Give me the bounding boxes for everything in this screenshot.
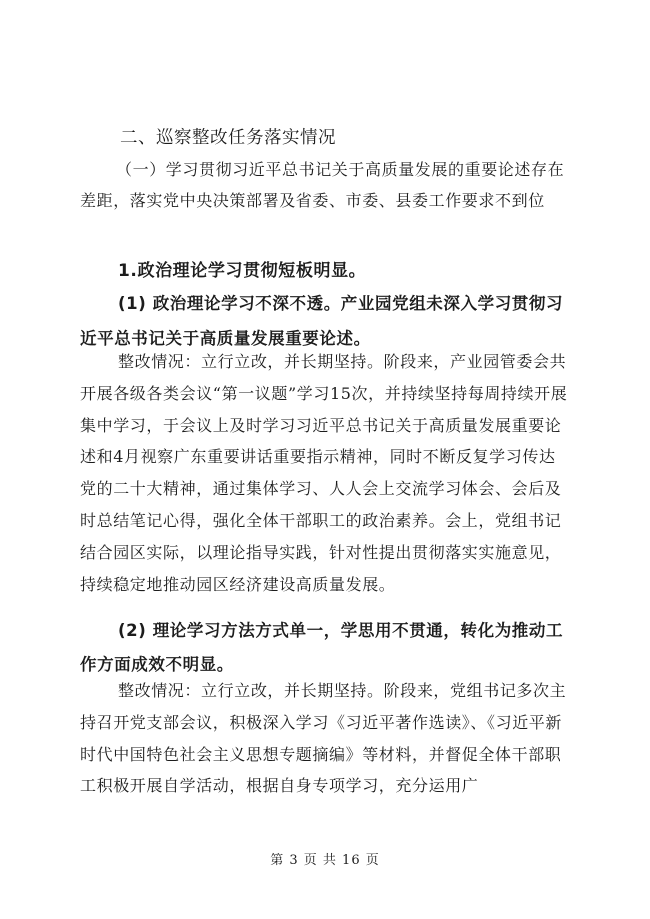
point-a-body: 立行立改，并长期坚持。阶段来，产业园管委会共开展各级各类会议“第一议题”学习15次，并持续坚持每周持续开展集中学习，于会议上及时学习习近平总书记关于高质量发展重要论述和4月视察广东重要讲话重要指示精神，同时不断反复学习传达党的二十大精神，通过集体学习、人人会上交流学习体会、会后及时总结笔记心得，强化全体干部职工的政治素养。会上，党组书记结合园区实际，以理论指导实践，针对性提出贯彻落实实施意见，持续稳定地推动园区经济建设高质量发展。 [80,352,568,594]
page-number-footer: 第 3 页 共 16 页 [270,853,380,868]
point-a-title: (1) 政治理论学习不深不透。产业园党组未深入学习贯彻习近平总书记关于高质量发展重要论述。 [80,294,564,348]
point-a-paragraph [80,346,570,600]
section-heading: 二、巡察整改任务落实情况 [120,128,336,148]
sub-heading-1: （一）学习贯彻习近平总书记关于高质量发展的重要论述存在差距，落实党中央决策部署及省委、市委、县委工作要求不到位 [80,160,565,210]
point-b-paragraph [80,675,570,802]
item-1-heading: 1.政治理论学习贯彻短板明显。 [118,261,367,281]
point-b-title: (2) 理论学习方法方式单一，学思用不贯通，转化为推动工作方面成效不明显。 [80,621,564,674]
point-b-lead: 整改情况： [118,681,202,700]
point-a-lead: 整改情况： [118,352,202,371]
point-b-body: 立行立改，并长期坚持。阶段来，党组书记多次主持召开党支部会议，积极深入学习《习近平著作选读》、《习近平新时代中国特色社会主义思想专题摘编》等材料，并督促全体干部职工积极开展自学活动，根据自身专项学习，充分运用广 [80,681,567,796]
